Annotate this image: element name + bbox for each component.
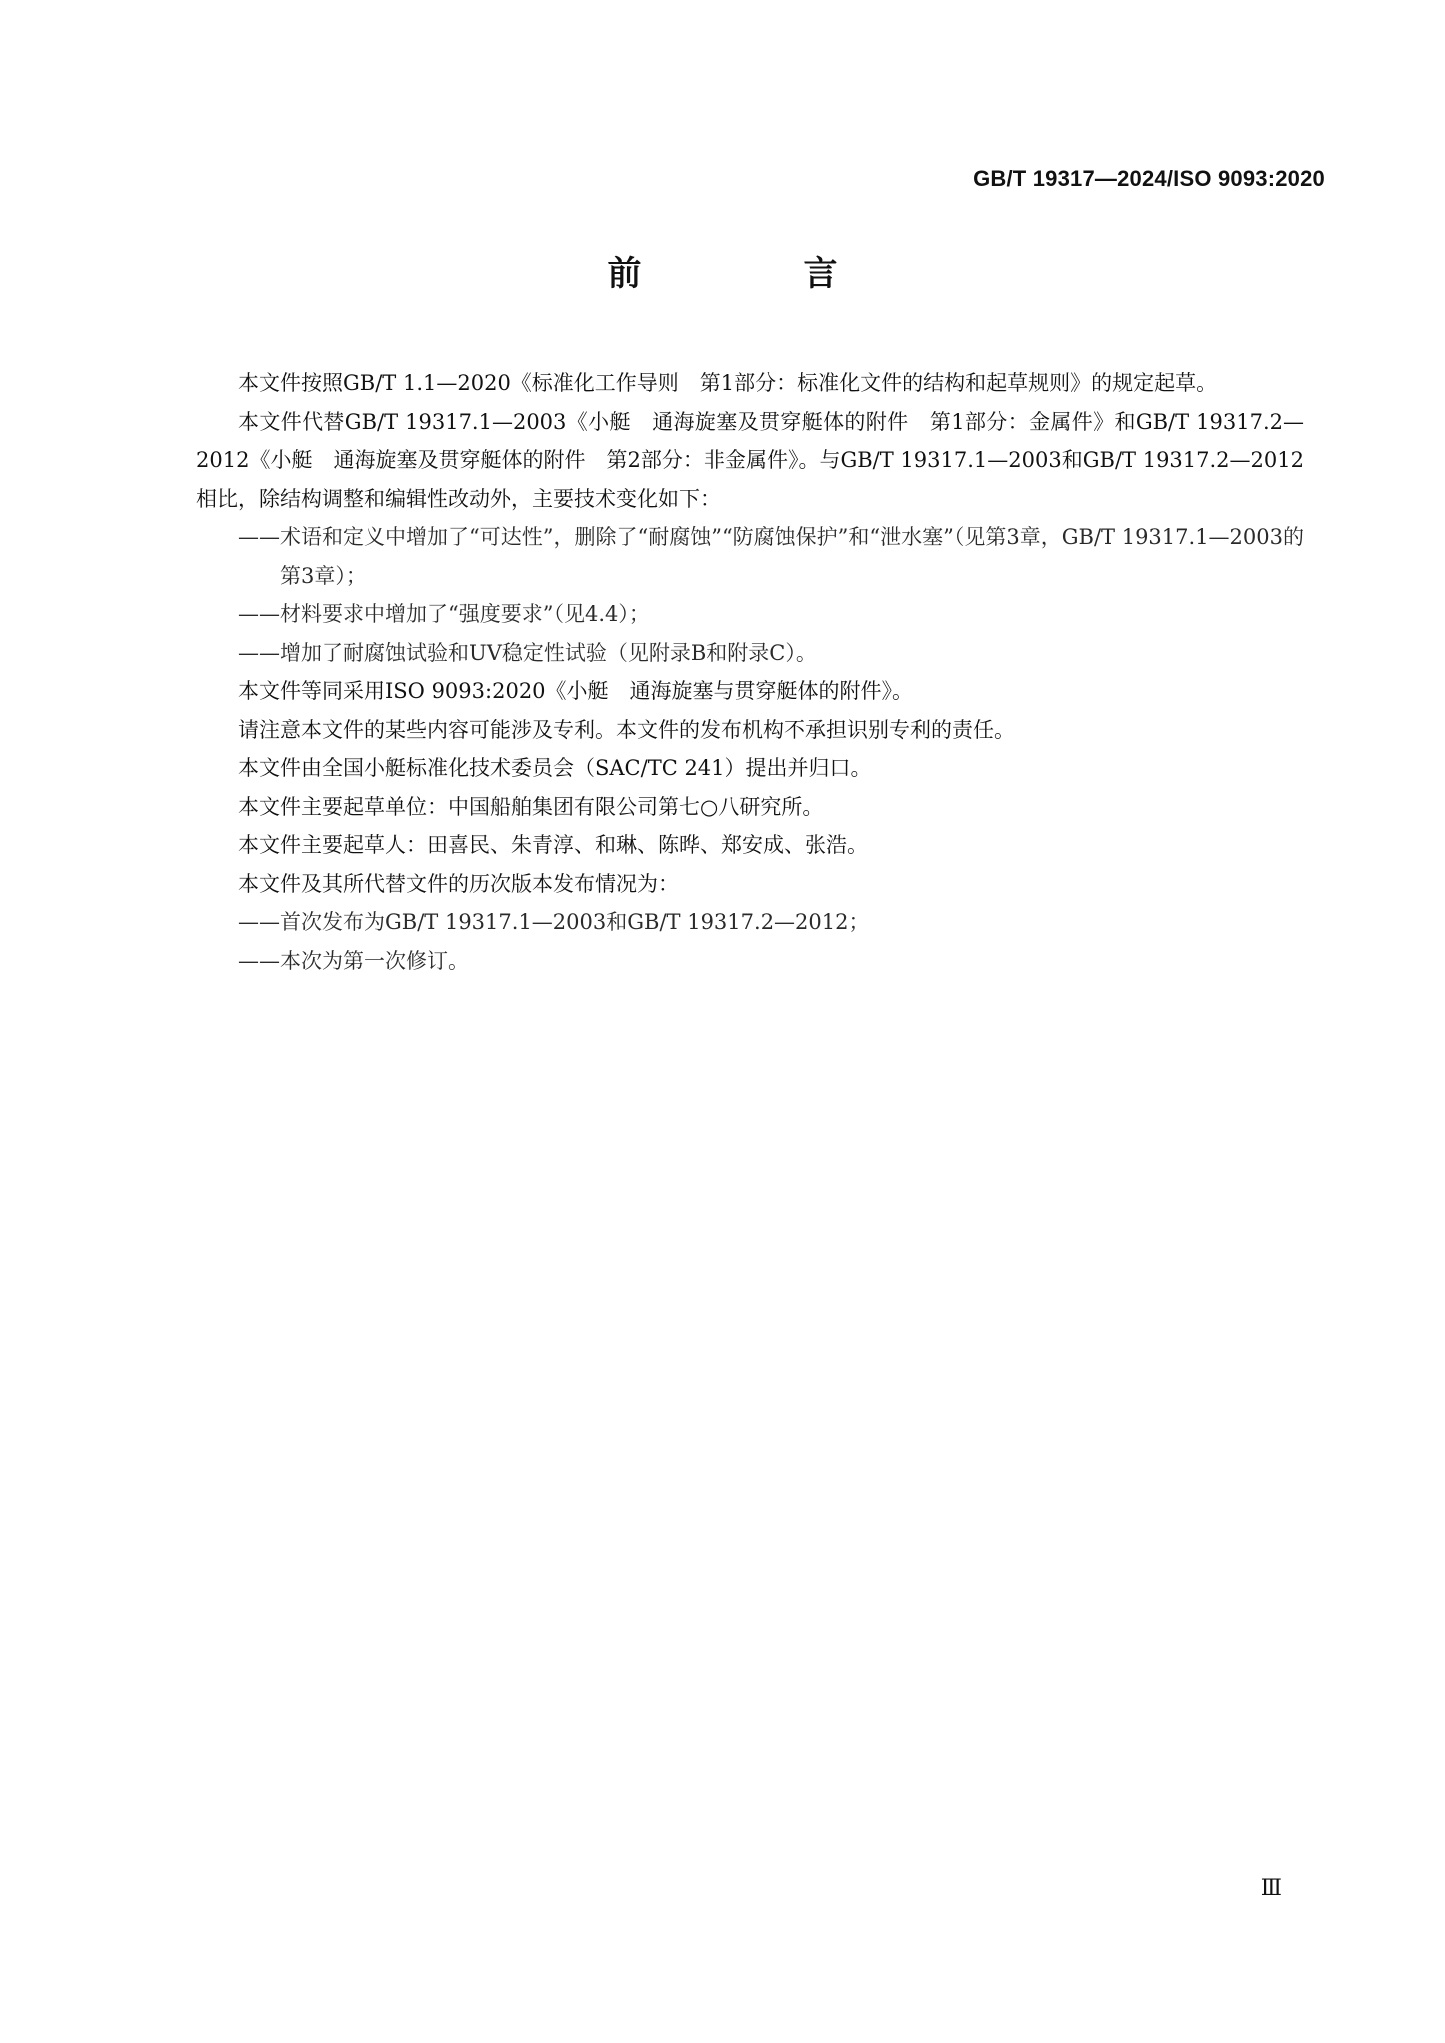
page-number: Ⅲ (1260, 1875, 1282, 1900)
change-item-tests: ——增加了耐腐蚀试验和UV稳定性试验（见附录B和附录C）。 (238, 640, 817, 665)
history-item-revision: ——本次为第一次修订。 (238, 948, 469, 973)
paragraph-history: 本文件及其所代替文件的历次版本发布情况为： (238, 871, 679, 896)
history-item-first: ——首次发布为GB/T 19317.1—2003和GB/T 19317.2—2012； (238, 910, 870, 934)
paragraph-drafters: 本文件主要起草人：田喜民、朱青淳、和琳、陈晔、郑安成、张浩。 (238, 833, 868, 857)
change-item-terms: ——术语和定义中增加了“可达性”，删除了“耐腐蚀”“防腐蚀保护”和“泄水塞”（见第3章，GB/T 19317.1—2003的第3章）； (238, 525, 1304, 588)
paragraph-replacement: 本文件代替GB/T 19317.1—2003《小艇 通海旋塞及贯穿艇体的附件 第1部分：金属件》和GB/T 19317.2—2012《小艇 通海旋塞及贯穿艇体的附件 第2部分：非金属件》。与GB/T 19317.1—2003和GB/T 19317.2—2012相比，除结构调整和编辑性改动外，主要技术变化如下： (196, 409, 1304, 511)
standard-number: GB/T 19317—2024/ISO 9093:2020 (973, 166, 1325, 191)
paragraph-proposer: 本文件由全国小艇标准化技术委员会（SAC/TC 241）提出并归口。 (238, 756, 872, 780)
paragraph-drafting-rules: 本文件按照GB/T 1.1—2020《标准化工作导则 第1部分：标准化文件的结构和起草规则》的规定起草。 (238, 371, 1218, 395)
paragraph-adoption: 本文件等同采用ISO 9093:2020《小艇 通海旋塞与贯穿艇体的附件》。 (238, 679, 914, 703)
change-item-materials: ——材料要求中增加了“强度要求”（见4.4）； (238, 602, 650, 626)
paragraph-patent-notice: 请注意本文件的某些内容可能涉及专利。本文件的发布机构不承担识别专利的责任。 (238, 717, 1015, 742)
document-body (196, 364, 1304, 980)
page-title: 前 言 (607, 254, 902, 294)
paragraph-drafting-unit: 本文件主要起草单位：中国船舶集团有限公司第七○八研究所。 (238, 794, 824, 819)
